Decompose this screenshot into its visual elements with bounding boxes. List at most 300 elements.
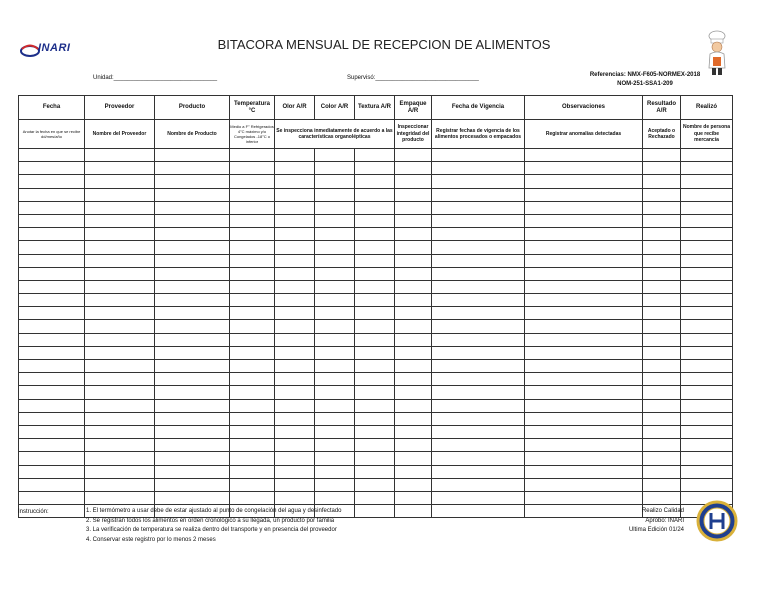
table-cell[interactable] (432, 373, 525, 386)
table-cell[interactable] (315, 386, 355, 399)
table-cell[interactable] (395, 373, 432, 386)
table-cell[interactable] (85, 241, 155, 254)
table-cell[interactable] (85, 373, 155, 386)
table-cell[interactable] (355, 360, 395, 373)
table-cell[interactable] (85, 478, 155, 491)
table-cell[interactable] (85, 307, 155, 320)
table-cell[interactable] (275, 241, 315, 254)
table-cell[interactable] (85, 188, 155, 201)
table-cell[interactable] (681, 175, 733, 188)
table-cell[interactable] (432, 241, 525, 254)
table-cell[interactable] (395, 294, 432, 307)
table-cell[interactable] (355, 201, 395, 214)
table-cell[interactable] (681, 201, 733, 214)
table-cell[interactable] (19, 386, 85, 399)
table-cell[interactable] (643, 307, 681, 320)
table-cell[interactable] (230, 399, 275, 412)
table-cell[interactable] (155, 412, 230, 425)
table-cell[interactable] (432, 491, 525, 504)
table-cell[interactable] (85, 333, 155, 346)
table-cell[interactable] (643, 201, 681, 214)
table-cell[interactable] (315, 228, 355, 241)
table-cell[interactable] (85, 452, 155, 465)
table-cell[interactable] (355, 320, 395, 333)
table-cell[interactable] (643, 188, 681, 201)
table-cell[interactable] (643, 175, 681, 188)
table-cell[interactable] (525, 346, 643, 359)
table-cell[interactable] (395, 280, 432, 293)
table-cell[interactable] (19, 201, 85, 214)
table-cell[interactable] (432, 439, 525, 452)
table-cell[interactable] (230, 149, 275, 162)
table-cell[interactable] (681, 267, 733, 280)
table-cell[interactable] (155, 346, 230, 359)
table-cell[interactable] (681, 214, 733, 227)
table-cell[interactable] (230, 280, 275, 293)
table-cell[interactable] (230, 412, 275, 425)
table-cell[interactable] (525, 465, 643, 478)
table-cell[interactable] (230, 465, 275, 478)
table-cell[interactable] (315, 201, 355, 214)
table-cell[interactable] (395, 149, 432, 162)
table-cell[interactable] (432, 307, 525, 320)
table-cell[interactable] (681, 320, 733, 333)
table-cell[interactable] (315, 452, 355, 465)
table-cell[interactable] (85, 491, 155, 504)
table-cell[interactable] (315, 241, 355, 254)
table-cell[interactable] (275, 228, 315, 241)
table-cell[interactable] (155, 320, 230, 333)
table-cell[interactable] (395, 505, 432, 518)
table-cell[interactable] (643, 267, 681, 280)
table-cell[interactable] (525, 399, 643, 412)
table-cell[interactable] (432, 425, 525, 438)
table-cell[interactable] (85, 425, 155, 438)
table-cell[interactable] (230, 386, 275, 399)
table-cell[interactable] (525, 425, 643, 438)
table-cell[interactable] (395, 491, 432, 504)
table-cell[interactable] (155, 162, 230, 175)
table-cell[interactable] (230, 373, 275, 386)
table-cell[interactable] (230, 307, 275, 320)
table-cell[interactable] (681, 188, 733, 201)
table-cell[interactable] (643, 452, 681, 465)
table-cell[interactable] (681, 294, 733, 307)
table-cell[interactable] (85, 320, 155, 333)
table-cell[interactable] (19, 439, 85, 452)
table-cell[interactable] (275, 188, 315, 201)
table-cell[interactable] (681, 333, 733, 346)
table-cell[interactable] (275, 214, 315, 227)
table-cell[interactable] (643, 386, 681, 399)
table-cell[interactable] (681, 386, 733, 399)
table-cell[interactable] (275, 425, 315, 438)
table-cell[interactable] (681, 412, 733, 425)
table-cell[interactable] (525, 267, 643, 280)
table-cell[interactable] (275, 373, 315, 386)
table-cell[interactable] (85, 214, 155, 227)
table-cell[interactable] (85, 175, 155, 188)
table-cell[interactable] (19, 320, 85, 333)
table-cell[interactable] (432, 162, 525, 175)
table-cell[interactable] (681, 399, 733, 412)
table-cell[interactable] (19, 399, 85, 412)
table-cell[interactable] (355, 214, 395, 227)
table-cell[interactable] (315, 425, 355, 438)
table-cell[interactable] (275, 465, 315, 478)
table-cell[interactable] (355, 307, 395, 320)
table-cell[interactable] (19, 241, 85, 254)
table-cell[interactable] (85, 465, 155, 478)
table-cell[interactable] (432, 346, 525, 359)
table-cell[interactable] (315, 267, 355, 280)
table-cell[interactable] (275, 439, 315, 452)
table-cell[interactable] (643, 465, 681, 478)
table-cell[interactable] (355, 346, 395, 359)
table-cell[interactable] (155, 149, 230, 162)
table-cell[interactable] (643, 346, 681, 359)
table-cell[interactable] (230, 254, 275, 267)
table-cell[interactable] (355, 399, 395, 412)
table-cell[interactable] (681, 307, 733, 320)
table-cell[interactable] (155, 439, 230, 452)
table-cell[interactable] (681, 228, 733, 241)
table-cell[interactable] (315, 346, 355, 359)
table-cell[interactable] (643, 320, 681, 333)
table-cell[interactable] (681, 280, 733, 293)
table-cell[interactable] (525, 439, 643, 452)
table-cell[interactable] (275, 307, 315, 320)
table-cell[interactable] (19, 333, 85, 346)
table-cell[interactable] (525, 333, 643, 346)
table-cell[interactable] (355, 188, 395, 201)
table-cell[interactable] (155, 254, 230, 267)
table-cell[interactable] (19, 478, 85, 491)
table-cell[interactable] (275, 254, 315, 267)
table-cell[interactable] (230, 162, 275, 175)
table-cell[interactable] (432, 333, 525, 346)
table-cell[interactable] (19, 465, 85, 478)
table-cell[interactable] (85, 386, 155, 399)
table-cell[interactable] (85, 412, 155, 425)
table-cell[interactable] (19, 162, 85, 175)
table-cell[interactable] (395, 425, 432, 438)
table-cell[interactable] (681, 241, 733, 254)
table-cell[interactable] (315, 373, 355, 386)
table-cell[interactable] (395, 465, 432, 478)
table-cell[interactable] (85, 399, 155, 412)
table-cell[interactable] (155, 294, 230, 307)
table-cell[interactable] (355, 491, 395, 504)
table-cell[interactable] (230, 294, 275, 307)
table-cell[interactable] (19, 175, 85, 188)
table-cell[interactable] (355, 333, 395, 346)
table-cell[interactable] (643, 280, 681, 293)
table-cell[interactable] (643, 149, 681, 162)
table-cell[interactable] (432, 188, 525, 201)
table-cell[interactable] (230, 267, 275, 280)
table-cell[interactable] (643, 294, 681, 307)
table-cell[interactable] (315, 399, 355, 412)
table-cell[interactable] (230, 188, 275, 201)
table-cell[interactable] (525, 201, 643, 214)
table-cell[interactable] (315, 162, 355, 175)
table-cell[interactable] (230, 425, 275, 438)
table-cell[interactable] (275, 280, 315, 293)
table-cell[interactable] (525, 386, 643, 399)
table-cell[interactable] (525, 188, 643, 201)
table-cell[interactable] (355, 228, 395, 241)
table-cell[interactable] (275, 201, 315, 214)
table-cell[interactable] (230, 333, 275, 346)
table-cell[interactable] (230, 201, 275, 214)
table-cell[interactable] (355, 294, 395, 307)
table-cell[interactable] (432, 505, 525, 518)
table-cell[interactable] (432, 149, 525, 162)
table-cell[interactable] (432, 320, 525, 333)
table-cell[interactable] (230, 228, 275, 241)
table-cell[interactable] (681, 346, 733, 359)
table-cell[interactable] (681, 254, 733, 267)
table-cell[interactable] (155, 214, 230, 227)
table-cell[interactable] (230, 491, 275, 504)
table-cell[interactable] (230, 241, 275, 254)
table-cell[interactable] (432, 399, 525, 412)
table-cell[interactable] (230, 439, 275, 452)
table-cell[interactable] (681, 360, 733, 373)
table-cell[interactable] (643, 228, 681, 241)
table-cell[interactable] (19, 373, 85, 386)
table-cell[interactable] (315, 478, 355, 491)
table-cell[interactable] (155, 425, 230, 438)
table-cell[interactable] (19, 214, 85, 227)
table-cell[interactable] (275, 320, 315, 333)
table-cell[interactable] (85, 346, 155, 359)
table-cell[interactable] (275, 175, 315, 188)
table-cell[interactable] (395, 175, 432, 188)
table-cell[interactable] (275, 294, 315, 307)
table-cell[interactable] (355, 254, 395, 267)
table-cell[interactable] (355, 412, 395, 425)
table-cell[interactable] (230, 175, 275, 188)
table-cell[interactable] (315, 320, 355, 333)
table-cell[interactable] (395, 333, 432, 346)
table-cell[interactable] (525, 294, 643, 307)
table-cell[interactable] (275, 333, 315, 346)
table-cell[interactable] (155, 280, 230, 293)
table-cell[interactable] (315, 294, 355, 307)
table-cell[interactable] (315, 491, 355, 504)
table-cell[interactable] (432, 360, 525, 373)
table-cell[interactable] (19, 267, 85, 280)
table-cell[interactable] (155, 452, 230, 465)
table-cell[interactable] (315, 307, 355, 320)
table-cell[interactable] (643, 333, 681, 346)
table-cell[interactable] (230, 360, 275, 373)
table-cell[interactable] (525, 320, 643, 333)
table-cell[interactable] (315, 280, 355, 293)
table-cell[interactable] (355, 373, 395, 386)
table-cell[interactable] (85, 294, 155, 307)
table-cell[interactable] (643, 241, 681, 254)
table-cell[interactable] (432, 201, 525, 214)
table-cell[interactable] (355, 241, 395, 254)
table-cell[interactable] (643, 254, 681, 267)
table-cell[interactable] (681, 439, 733, 452)
table-cell[interactable] (85, 439, 155, 452)
table-cell[interactable] (155, 228, 230, 241)
table-cell[interactable] (395, 478, 432, 491)
table-cell[interactable] (432, 452, 525, 465)
table-cell[interactable] (275, 412, 315, 425)
table-cell[interactable] (155, 465, 230, 478)
table-cell[interactable] (432, 294, 525, 307)
table-cell[interactable] (525, 228, 643, 241)
table-cell[interactable] (19, 254, 85, 267)
table-cell[interactable] (85, 254, 155, 267)
table-cell[interactable] (681, 149, 733, 162)
table-cell[interactable] (85, 228, 155, 241)
table-cell[interactable] (355, 505, 395, 518)
table-cell[interactable] (19, 280, 85, 293)
table-cell[interactable] (525, 373, 643, 386)
table-cell[interactable] (155, 478, 230, 491)
table-cell[interactable] (230, 452, 275, 465)
table-cell[interactable] (643, 425, 681, 438)
table-cell[interactable] (85, 162, 155, 175)
table-cell[interactable] (155, 491, 230, 504)
table-cell[interactable] (395, 307, 432, 320)
table-cell[interactable] (681, 373, 733, 386)
table-cell[interactable] (315, 412, 355, 425)
table-cell[interactable] (355, 149, 395, 162)
table-cell[interactable] (681, 452, 733, 465)
table-cell[interactable] (681, 465, 733, 478)
table-cell[interactable] (275, 491, 315, 504)
table-cell[interactable] (155, 241, 230, 254)
table-cell[interactable] (355, 452, 395, 465)
table-cell[interactable] (525, 175, 643, 188)
table-cell[interactable] (432, 478, 525, 491)
table-cell[interactable] (355, 162, 395, 175)
table-cell[interactable] (355, 425, 395, 438)
table-cell[interactable] (315, 333, 355, 346)
table-cell[interactable] (355, 465, 395, 478)
table-cell[interactable] (155, 373, 230, 386)
table-cell[interactable] (315, 254, 355, 267)
table-cell[interactable] (525, 149, 643, 162)
table-cell[interactable] (275, 478, 315, 491)
table-cell[interactable] (85, 149, 155, 162)
table-cell[interactable] (432, 412, 525, 425)
table-cell[interactable] (315, 149, 355, 162)
table-cell[interactable] (85, 267, 155, 280)
table-cell[interactable] (315, 175, 355, 188)
table-cell[interactable] (643, 373, 681, 386)
table-cell[interactable] (155, 307, 230, 320)
table-cell[interactable] (85, 201, 155, 214)
table-cell[interactable] (355, 439, 395, 452)
table-cell[interactable] (19, 346, 85, 359)
table-cell[interactable] (432, 228, 525, 241)
table-cell[interactable] (315, 214, 355, 227)
table-cell[interactable] (525, 254, 643, 267)
table-cell[interactable] (155, 386, 230, 399)
table-cell[interactable] (525, 241, 643, 254)
table-cell[interactable] (85, 280, 155, 293)
table-cell[interactable] (525, 280, 643, 293)
table-cell[interactable] (155, 201, 230, 214)
table-cell[interactable] (395, 412, 432, 425)
table-cell[interactable] (525, 478, 643, 491)
table-cell[interactable] (643, 491, 681, 504)
table-cell[interactable] (275, 399, 315, 412)
table-cell[interactable] (230, 320, 275, 333)
table-cell[interactable] (155, 175, 230, 188)
table-cell[interactable] (315, 188, 355, 201)
table-cell[interactable] (19, 412, 85, 425)
table-cell[interactable] (681, 478, 733, 491)
table-cell[interactable] (395, 360, 432, 373)
table-cell[interactable] (155, 188, 230, 201)
table-cell[interactable] (681, 162, 733, 175)
table-cell[interactable] (230, 346, 275, 359)
table-cell[interactable] (525, 452, 643, 465)
table-cell[interactable] (275, 149, 315, 162)
table-cell[interactable] (395, 267, 432, 280)
table-cell[interactable] (230, 478, 275, 491)
table-cell[interactable] (395, 228, 432, 241)
table-cell[interactable] (355, 478, 395, 491)
table-cell[interactable] (155, 360, 230, 373)
table-cell[interactable] (525, 307, 643, 320)
table-cell[interactable] (85, 360, 155, 373)
table-cell[interactable] (525, 491, 643, 504)
table-cell[interactable] (275, 346, 315, 359)
table-cell[interactable] (432, 254, 525, 267)
table-cell[interactable] (275, 267, 315, 280)
table-cell[interactable] (395, 188, 432, 201)
table-cell[interactable] (525, 412, 643, 425)
table-cell[interactable] (19, 452, 85, 465)
table-cell[interactable] (432, 280, 525, 293)
table-cell[interactable] (19, 294, 85, 307)
table-cell[interactable] (432, 267, 525, 280)
table-cell[interactable] (355, 280, 395, 293)
table-cell[interactable] (155, 399, 230, 412)
table-cell[interactable] (681, 425, 733, 438)
table-cell[interactable] (19, 491, 85, 504)
table-cell[interactable] (275, 386, 315, 399)
table-cell[interactable] (315, 465, 355, 478)
table-cell[interactable] (395, 452, 432, 465)
table-cell[interactable] (432, 465, 525, 478)
table-cell[interactable] (355, 175, 395, 188)
table-cell[interactable] (643, 412, 681, 425)
table-cell[interactable] (19, 188, 85, 201)
table-cell[interactable] (643, 162, 681, 175)
table-cell[interactable] (275, 360, 315, 373)
table-cell[interactable] (19, 360, 85, 373)
table-cell[interactable] (395, 320, 432, 333)
table-cell[interactable] (395, 346, 432, 359)
table-cell[interactable] (355, 386, 395, 399)
table-cell[interactable] (395, 439, 432, 452)
table-cell[interactable] (230, 214, 275, 227)
table-cell[interactable] (155, 333, 230, 346)
table-cell[interactable] (432, 386, 525, 399)
table-cell[interactable] (395, 254, 432, 267)
